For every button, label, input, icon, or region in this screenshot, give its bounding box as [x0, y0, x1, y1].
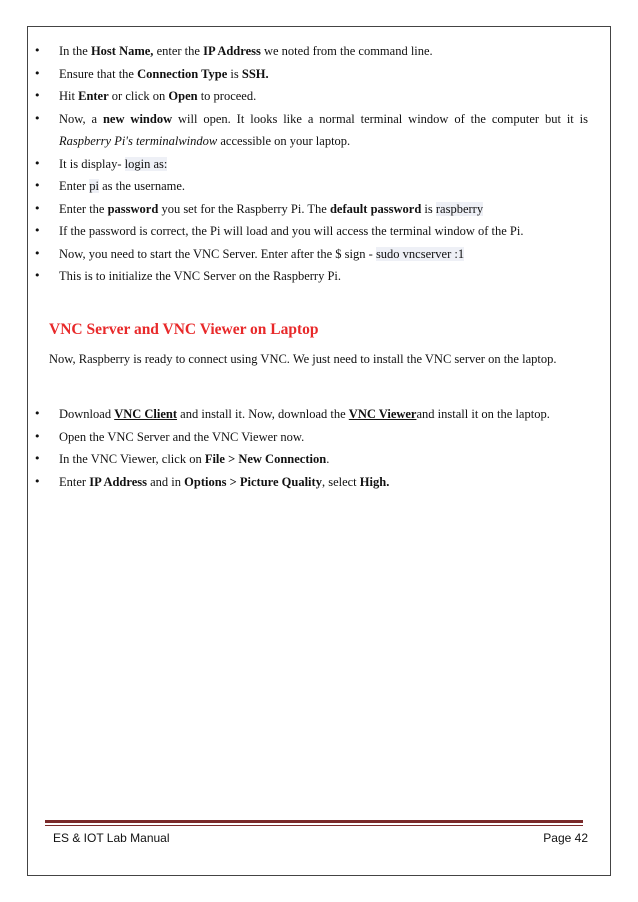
list-item: • Now, a new window will open. It looks like a normal terminal window of the computer but it is Raspberry Pi's terminalwindow accessible on your laptop.	[0, 108, 638, 153]
list-item: • Ensure that the Connection Type is SSH.	[0, 63, 638, 86]
list-item: • In the Host Name, enter the IP Address we noted from the command line.	[0, 40, 638, 63]
section-intro: Now, Raspberry is ready to connect using VNC. We just need to install the VNC server on the laptop.	[49, 352, 557, 366]
vnc-client-link[interactable]: VNC Client	[114, 407, 178, 421]
list-item: • Enter IP Address and in Options > Picture Quality, select High.	[0, 471, 638, 494]
footer-divider-thin	[45, 825, 583, 826]
list-item: • Hit Enter or click on Open to proceed.	[0, 85, 638, 108]
bullet-icon: •	[34, 179, 41, 192]
page-number: Page 42	[543, 831, 588, 845]
instruction-list-1	[0, 40, 638, 288]
bullet-icon: •	[34, 89, 41, 102]
list-item: • It is display- login as:	[0, 153, 638, 176]
list-item: • In the VNC Viewer, click on File > New Connection.	[0, 448, 638, 471]
bullet-icon: •	[34, 44, 41, 57]
list-item: • Enter the password you set for the Raspberry Pi. The default password is raspberry	[0, 198, 638, 221]
footer-manual-title: ES & IOT Lab Manual	[53, 831, 170, 845]
bullet-icon: •	[34, 156, 41, 170]
bullet-icon: •	[34, 429, 41, 443]
bullet-icon: •	[34, 111, 41, 125]
list-item: • Enter pi as the username.	[0, 175, 638, 198]
bullet-icon: •	[34, 246, 41, 260]
list-item: • If the password is correct, the Pi will load and you will access the terminal window of the Pi.	[0, 220, 638, 243]
bullet-icon: •	[34, 224, 41, 237]
bullet-icon: •	[34, 269, 41, 282]
section-heading: VNC Server and VNC Viewer on Laptop	[49, 321, 319, 338]
footer-divider	[45, 820, 583, 823]
list-item: • Now, you need to start the VNC Server. Enter after the $ sign - sudo vncserver :1	[0, 243, 638, 266]
bullet-icon: •	[34, 452, 41, 465]
list-item: • Download VNC Client and install it. Now, download the VNC Viewerand install it on the laptop.	[0, 403, 638, 426]
instruction-list-2	[0, 403, 638, 493]
list-item: • Open the VNC Server and the VNC Viewer now.	[0, 426, 638, 449]
bullet-icon: •	[34, 407, 41, 420]
vnc-viewer-link[interactable]: VNC Viewer	[348, 407, 417, 421]
list-item: • This is to initialize the VNC Server on the Raspberry Pi.	[0, 265, 638, 288]
bullet-icon: •	[34, 474, 41, 488]
bullet-icon: •	[34, 201, 41, 215]
bullet-icon: •	[34, 66, 41, 80]
